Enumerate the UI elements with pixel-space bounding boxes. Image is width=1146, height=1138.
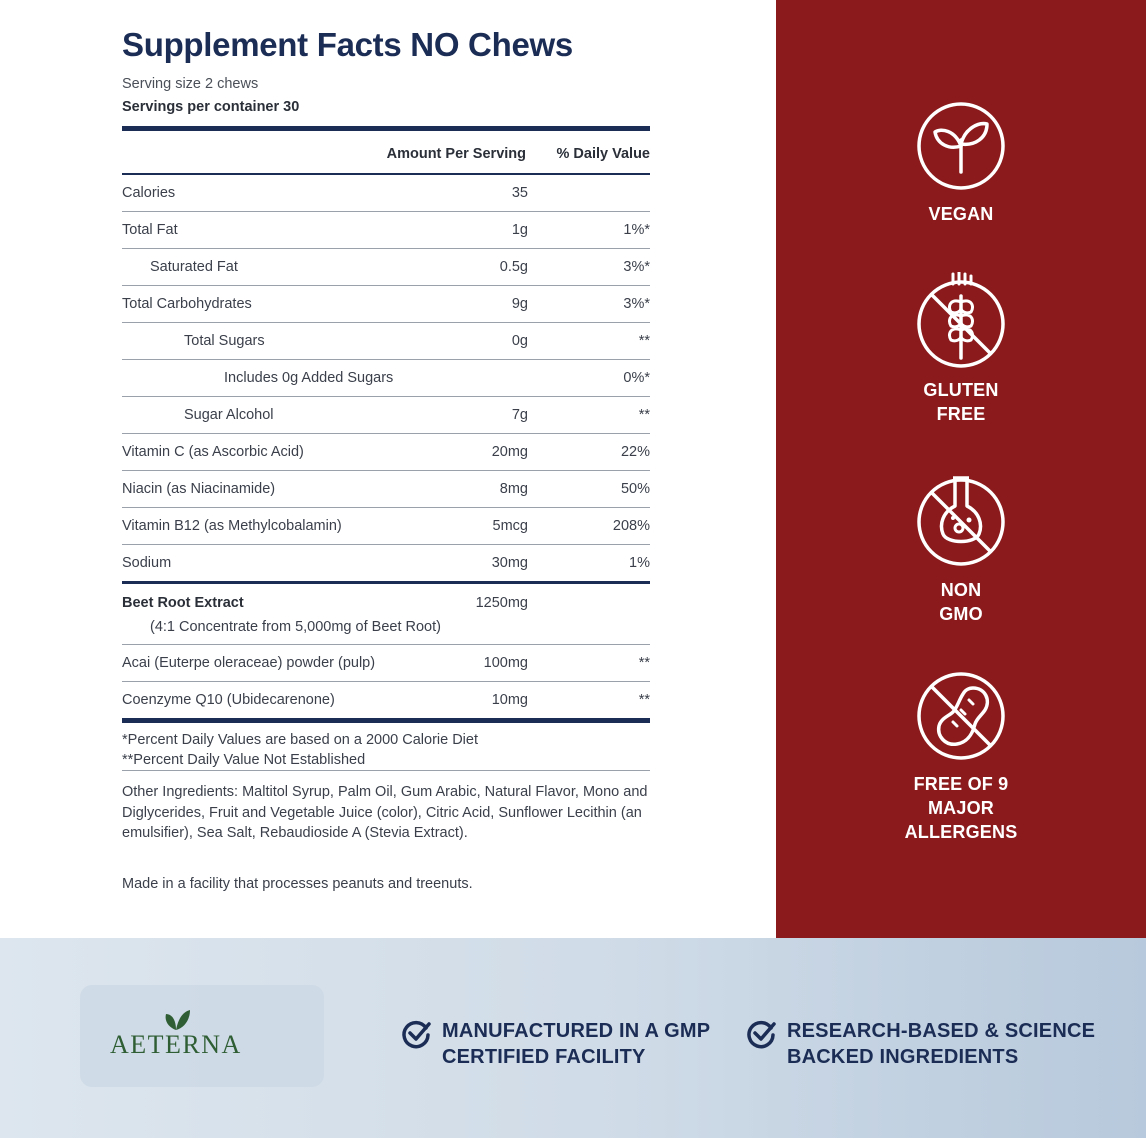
table-row	[122, 249, 650, 286]
table-row	[122, 682, 650, 723]
claim-gmp-line2: CERTIFIED FACILITY	[442, 1046, 646, 1068]
table-row	[122, 360, 650, 397]
row-amount: 7g	[511, 407, 528, 423]
row-name: Sodium	[122, 555, 172, 571]
row-dv: **	[638, 333, 650, 349]
row-name: Includes 0g Added Sugars	[224, 370, 394, 386]
brand-logo: AETERNA	[110, 1030, 242, 1059]
row-amount: 0.5g	[499, 259, 528, 275]
row-name: Total Carbohydrates	[122, 296, 252, 312]
wheat-crossed-icon	[915, 272, 1007, 368]
row-amount: 1g	[511, 222, 528, 238]
row-name: Calories	[122, 185, 176, 201]
table-header	[122, 131, 650, 175]
row-name: Total Sugars	[184, 333, 265, 349]
row-subtext: (4:1 Concentrate from 5,000mg of Beet Root)	[150, 619, 441, 635]
footnote-daily-values: *Percent Daily Values are based on a 2000 Calorie Diet	[122, 732, 478, 748]
servings-per-container: Servings per container 30	[122, 99, 300, 115]
supplement-facts-table	[122, 126, 650, 771]
footnotes	[122, 723, 650, 771]
check-circle-icon	[745, 1018, 777, 1050]
row-amount: 9g	[511, 296, 528, 312]
table-row	[122, 471, 650, 508]
other-ingredients: Other Ingredients: Maltitol Syrup, Palm Oil, Gum Arabic, Natural Flavor, Mono and Diglycerides, Fruit and Vegetable Juice (color), Citric Acid, Sunflower Lecithin (an emulsifier), Sea Salt, Rebaudioside A (Stevia Extract).	[122, 784, 648, 841]
table-row	[122, 323, 650, 360]
flask-crossed-icon	[915, 472, 1007, 568]
table-row	[122, 397, 650, 434]
row-name: Beet Root Extract	[122, 595, 244, 611]
row-amount: 5mcg	[492, 518, 528, 534]
badge-vegan	[880, 100, 1042, 226]
badge-gmo-line2: GMO	[939, 604, 983, 624]
page-title: Supplement Facts NO Chews	[122, 26, 573, 63]
serving-size: Serving size 2 chews	[122, 76, 259, 92]
row-dv: 208%	[612, 518, 650, 534]
table-row	[122, 645, 650, 682]
allergen-statement: Made in a facility that processes peanuts and treenuts.	[122, 876, 473, 892]
row-amount: 10mg	[491, 692, 528, 708]
row-name: Total Fat	[122, 222, 178, 238]
row-dv: 22%	[620, 444, 650, 460]
row-dv: **	[638, 692, 650, 708]
badge-allergen-line1: FREE OF 9 MAJOR	[913, 774, 1009, 818]
table-row-beet-root	[122, 584, 650, 645]
header-daily-value: % Daily Value	[556, 146, 650, 162]
row-dv: 50%	[620, 481, 650, 497]
badge-allergen-label	[880, 772, 1042, 844]
row-dv: 3%*	[623, 259, 650, 275]
row-name: Acai (Euterpe oleraceae) powder (pulp)	[122, 655, 376, 671]
badge-gmo-line1: NON	[940, 580, 982, 600]
table-row	[122, 286, 650, 323]
row-name: Vitamin B12 (as Methylcobalamin)	[122, 518, 342, 534]
row-name: Niacin (as Niacinamide)	[122, 481, 276, 497]
claim-gmp-text	[442, 1018, 710, 1070]
row-dv: 1%*	[623, 222, 650, 238]
row-amount: 35	[511, 185, 528, 201]
table-row	[122, 545, 650, 584]
check-circle-icon	[400, 1018, 432, 1050]
claim-research-text	[787, 1018, 1095, 1070]
badge-non-gmo-label	[880, 578, 1042, 626]
peanut-crossed-icon	[915, 670, 1007, 762]
row-name: Sugar Alcohol	[184, 407, 274, 423]
row-dv: **	[638, 407, 650, 423]
claim-research-line2: BACKED INGREDIENTS	[787, 1046, 1019, 1068]
row-dv: 0%*	[623, 370, 650, 386]
row-name: Saturated Fat	[150, 259, 238, 275]
badge-allergen-free	[880, 670, 1042, 844]
badge-gluten-line1: GLUTEN	[923, 380, 999, 400]
badge-vegan-label: VEGAN	[928, 204, 994, 224]
plant-sprout-icon	[915, 100, 1007, 192]
row-dv: 3%*	[623, 296, 650, 312]
table-row	[122, 508, 650, 545]
leaf-icon	[160, 1008, 192, 1032]
table-row	[122, 175, 650, 212]
row-dv: 1%	[629, 555, 650, 571]
badge-non-gmo	[880, 472, 1042, 626]
row-amount: 8mg	[499, 481, 528, 497]
claim-gmp-line1: MANUFACTURED IN A GMP	[442, 1020, 711, 1042]
footnote-not-established: **Percent Daily Value Not Established	[122, 752, 366, 768]
claim-research-line1: RESEARCH-BASED & SCIENCE	[787, 1020, 1096, 1042]
row-amount: 20mg	[491, 444, 528, 460]
badge-gluten-line2: FREE	[936, 404, 986, 424]
row-name: Vitamin C (as Ascorbic Acid)	[122, 444, 304, 460]
row-name: Coenzyme Q10 (Ubidecarenone)	[122, 692, 335, 708]
row-amount: 1250mg	[475, 595, 528, 611]
table-row	[122, 434, 650, 471]
table-row	[122, 212, 650, 249]
row-amount: 100mg	[483, 655, 528, 671]
badge-gluten-free	[880, 272, 1042, 426]
badge-gluten-free-label	[880, 378, 1042, 426]
header-amount: Amount Per Serving	[386, 146, 526, 162]
row-amount: 30mg	[491, 555, 528, 571]
row-amount: 0g	[511, 333, 528, 349]
badge-allergen-line2: ALLERGENS	[904, 822, 1018, 842]
row-dv: **	[638, 655, 650, 671]
